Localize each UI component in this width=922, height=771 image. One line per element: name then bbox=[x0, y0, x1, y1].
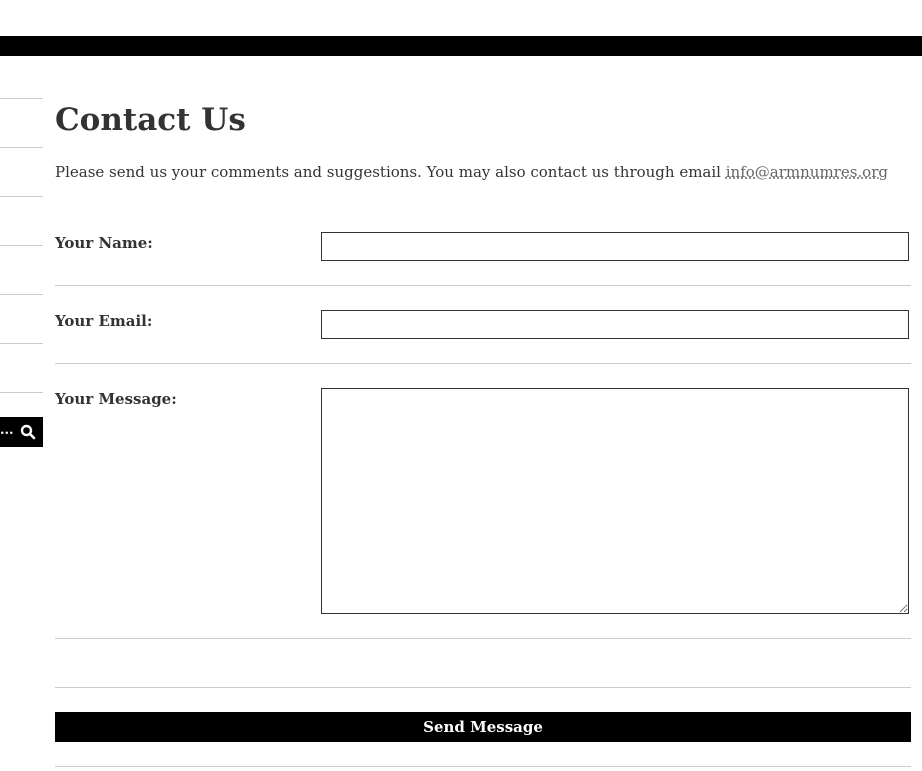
divider bbox=[55, 766, 911, 767]
divider bbox=[55, 638, 911, 639]
sidebar-divider bbox=[0, 294, 43, 295]
sidebar-divider bbox=[0, 196, 43, 197]
sidebar-divider bbox=[0, 98, 43, 99]
page-title: Contact Us bbox=[55, 102, 246, 138]
name-field[interactable] bbox=[321, 232, 909, 261]
divider bbox=[55, 285, 911, 286]
email-link[interactable]: info@armnumres.org bbox=[725, 163, 888, 181]
divider bbox=[55, 687, 911, 688]
sidebar-divider bbox=[0, 147, 43, 148]
intro-text bbox=[55, 163, 888, 181]
email-label: Your Email: bbox=[55, 312, 153, 330]
email-field[interactable] bbox=[321, 310, 909, 339]
search-box[interactable] bbox=[0, 417, 43, 447]
message-label: Your Message: bbox=[55, 390, 177, 408]
search-icon[interactable] bbox=[20, 424, 36, 444]
message-field[interactable] bbox=[321, 388, 909, 614]
top-nav-bar bbox=[0, 36, 922, 56]
name-label: Your Name: bbox=[55, 234, 153, 252]
divider bbox=[55, 363, 911, 364]
intro-sentence: Please send us your comments and suggestions. You may also contact us through email bbox=[55, 163, 726, 181]
sidebar-divider bbox=[0, 245, 43, 246]
send-message-button[interactable]: Send Message bbox=[55, 712, 911, 742]
sidebar-divider bbox=[0, 392, 43, 393]
sidebar-divider bbox=[0, 343, 43, 344]
search-input[interactable]: ... bbox=[0, 423, 14, 438]
